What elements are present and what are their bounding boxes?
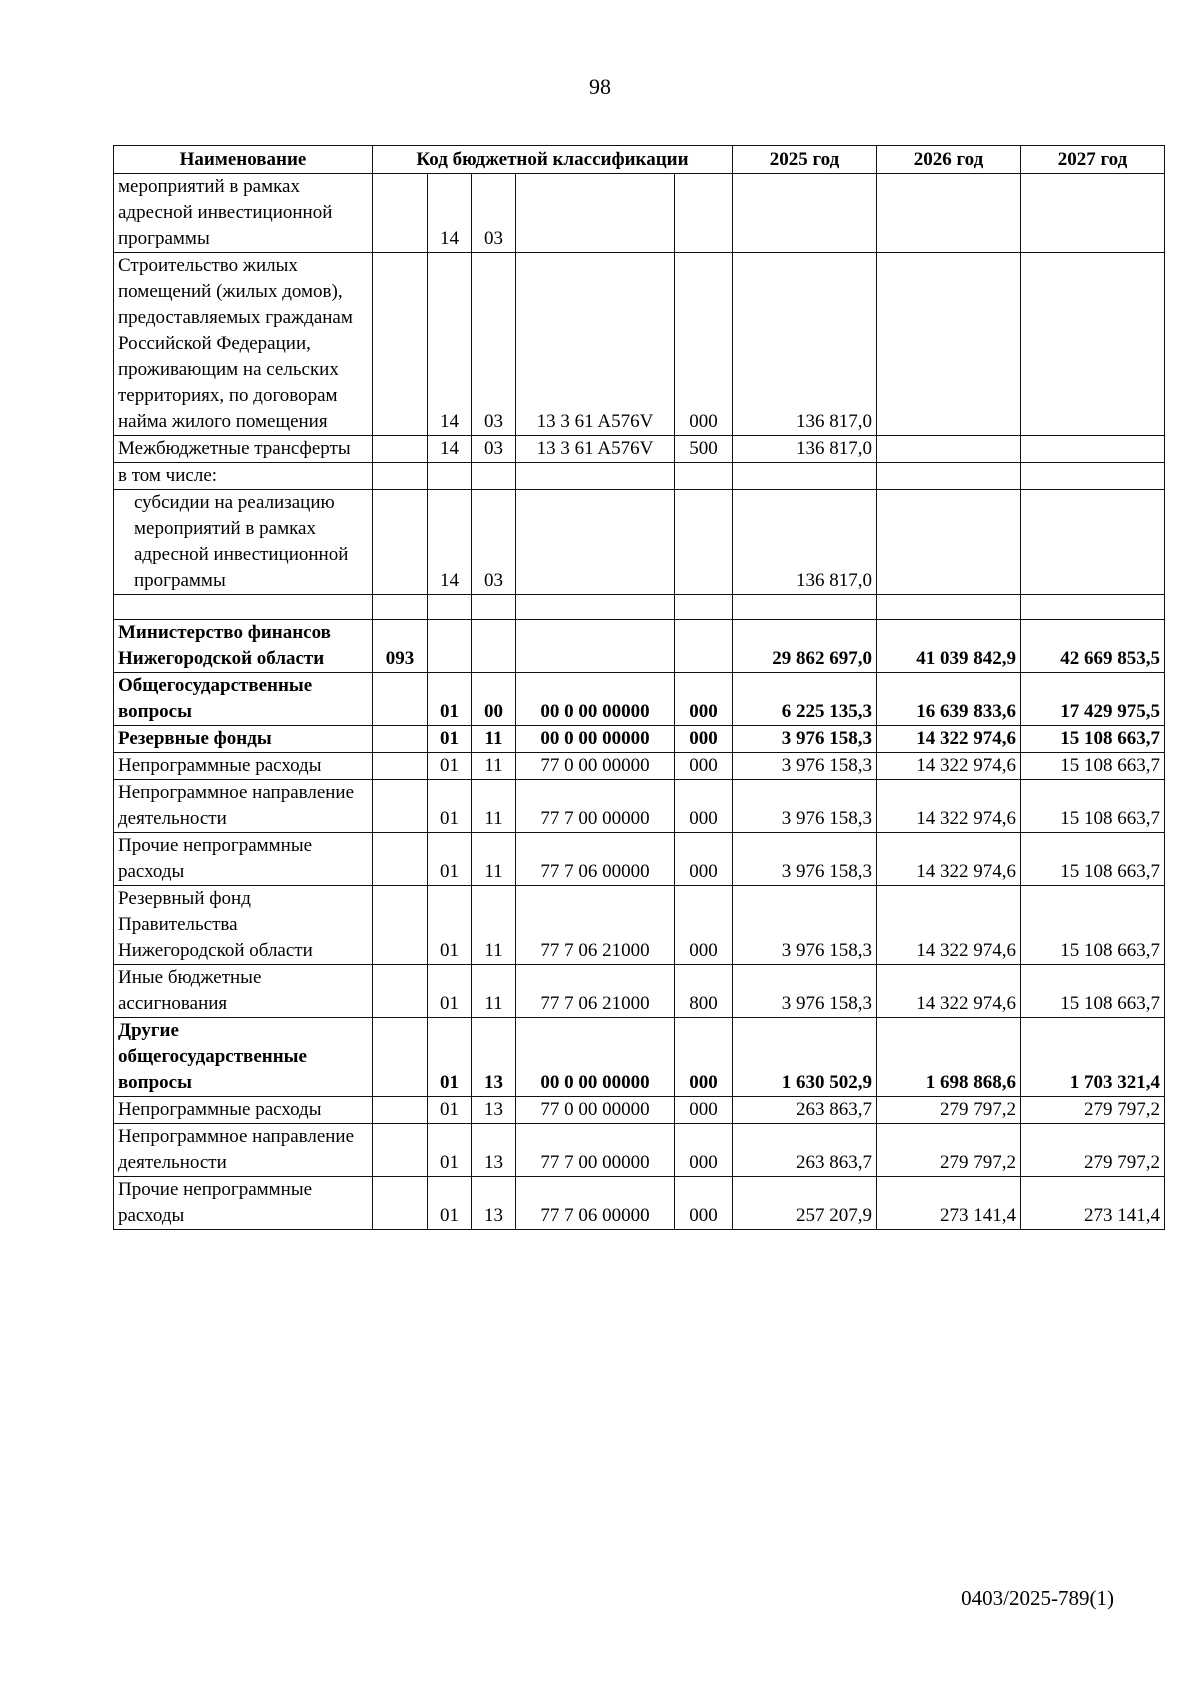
cell-vr <box>675 174 733 253</box>
cell-vr: 000 <box>675 726 733 753</box>
cell-2027: 15 108 663,7 <box>1021 833 1165 886</box>
cell-gr <box>373 1097 428 1124</box>
cell-2025 <box>733 463 877 490</box>
cell-pr: 11 <box>472 780 516 833</box>
cell-2026: 273 141,4 <box>877 1177 1021 1230</box>
cell-rz: 14 <box>428 490 472 595</box>
table-row <box>114 490 1165 595</box>
cell-gr <box>373 174 428 253</box>
cell-csr: 77 7 06 00000 <box>516 1177 675 1230</box>
cell-name: Общегосударственные вопросы <box>114 673 373 726</box>
cell-name: Резервные фонды <box>114 726 373 753</box>
cell-2026: 14 322 974,6 <box>877 753 1021 780</box>
cell-name: Прочие непрограммные расходы <box>114 833 373 886</box>
cell-rz <box>428 595 472 620</box>
cell-vr: 000 <box>675 780 733 833</box>
cell-2025: 3 976 158,3 <box>733 780 877 833</box>
cell-pr <box>472 620 516 673</box>
cell-2026: 41 039 842,9 <box>877 620 1021 673</box>
cell-gr <box>373 726 428 753</box>
cell-vr: 000 <box>675 253 733 436</box>
cell-rz: 01 <box>428 833 472 886</box>
cell-2027 <box>1021 463 1165 490</box>
cell-2025: 136 817,0 <box>733 490 877 595</box>
cell-gr <box>373 253 428 436</box>
cell-csr <box>516 620 675 673</box>
cell-gr <box>373 1018 428 1097</box>
cell-name: Непрограммное направление деятельности <box>114 1124 373 1177</box>
table-row <box>114 833 1165 886</box>
cell-csr: 77 0 00 00000 <box>516 753 675 780</box>
cell-2026: 16 639 833,6 <box>877 673 1021 726</box>
cell-2026 <box>877 463 1021 490</box>
cell-2025: 3 976 158,3 <box>733 726 877 753</box>
cell-2026 <box>877 436 1021 463</box>
budget-table <box>113 145 1165 1230</box>
cell-gr <box>373 673 428 726</box>
cell-name: Прочие непрограммные расходы <box>114 1177 373 1230</box>
cell-vr <box>675 490 733 595</box>
cell-vr: 800 <box>675 965 733 1018</box>
table-row <box>114 753 1165 780</box>
cell-pr: 00 <box>472 673 516 726</box>
cell-name: Непрограммные расходы <box>114 753 373 780</box>
cell-pr: 11 <box>472 726 516 753</box>
cell-rz: 01 <box>428 965 472 1018</box>
cell-2026 <box>877 253 1021 436</box>
cell-gr <box>373 780 428 833</box>
cell-gr <box>373 1177 428 1230</box>
cell-csr: 77 0 00 00000 <box>516 1097 675 1124</box>
table-row <box>114 595 1165 620</box>
cell-2027: 15 108 663,7 <box>1021 726 1165 753</box>
cell-vr <box>675 595 733 620</box>
cell-rz: 01 <box>428 1097 472 1124</box>
cell-pr <box>472 595 516 620</box>
cell-csr <box>516 174 675 253</box>
cell-2027: 279 797,2 <box>1021 1124 1165 1177</box>
cell-vr: 000 <box>675 886 733 965</box>
cell-2026: 279 797,2 <box>877 1124 1021 1177</box>
header-code: Код бюджетной классификации <box>373 146 733 174</box>
table-row <box>114 1177 1165 1230</box>
cell-pr: 13 <box>472 1177 516 1230</box>
cell-2025: 3 976 158,3 <box>733 965 877 1018</box>
table-row <box>114 174 1165 253</box>
cell-2027: 15 108 663,7 <box>1021 965 1165 1018</box>
table-row <box>114 436 1165 463</box>
cell-2026: 14 322 974,6 <box>877 965 1021 1018</box>
cell-gr <box>373 886 428 965</box>
cell-rz: 01 <box>428 1177 472 1230</box>
cell-2027 <box>1021 174 1165 253</box>
cell-pr: 13 <box>472 1097 516 1124</box>
cell-2026: 14 322 974,6 <box>877 780 1021 833</box>
cell-2027: 42 669 853,5 <box>1021 620 1165 673</box>
header-2026: 2026 год <box>877 146 1021 174</box>
cell-2025: 136 817,0 <box>733 253 877 436</box>
cell-name: Межбюджетные трансферты <box>114 436 373 463</box>
cell-name: Другие общегосударственные вопросы <box>114 1018 373 1097</box>
cell-csr: 00 0 00 00000 <box>516 726 675 753</box>
cell-vr: 000 <box>675 1018 733 1097</box>
cell-2025: 257 207,9 <box>733 1177 877 1230</box>
cell-rz: 01 <box>428 673 472 726</box>
cell-2026: 14 322 974,6 <box>877 833 1021 886</box>
cell-csr: 00 0 00 00000 <box>516 673 675 726</box>
cell-gr <box>373 463 428 490</box>
cell-2026: 279 797,2 <box>877 1097 1021 1124</box>
table-row <box>114 1018 1165 1097</box>
cell-2027 <box>1021 490 1165 595</box>
table-row <box>114 253 1165 436</box>
cell-pr: 03 <box>472 436 516 463</box>
cell-2025 <box>733 174 877 253</box>
cell-2027: 17 429 975,5 <box>1021 673 1165 726</box>
cell-vr: 000 <box>675 833 733 886</box>
cell-rz: 14 <box>428 253 472 436</box>
cell-rz: 01 <box>428 1018 472 1097</box>
cell-rz: 01 <box>428 753 472 780</box>
cell-csr: 77 7 00 00000 <box>516 1124 675 1177</box>
cell-2025: 136 817,0 <box>733 436 877 463</box>
cell-2025: 263 863,7 <box>733 1124 877 1177</box>
cell-pr: 11 <box>472 886 516 965</box>
cell-csr: 13 3 61 A576V <box>516 436 675 463</box>
cell-vr: 500 <box>675 436 733 463</box>
cell-name: в том числе: <box>114 463 373 490</box>
cell-rz: 01 <box>428 886 472 965</box>
cell-2025: 1 630 502,9 <box>733 1018 877 1097</box>
cell-name: Непрограммные расходы <box>114 1097 373 1124</box>
table-row <box>114 886 1165 965</box>
header-name: Наименование <box>114 146 373 174</box>
cell-2025: 29 862 697,0 <box>733 620 877 673</box>
cell-gr <box>373 595 428 620</box>
cell-csr <box>516 490 675 595</box>
cell-rz: 01 <box>428 780 472 833</box>
cell-2025: 3 976 158,3 <box>733 753 877 780</box>
cell-name: субсидии на реализацию мероприятий в рамках адресной инвестиционной программы <box>114 490 373 595</box>
cell-pr: 11 <box>472 753 516 780</box>
cell-2026: 1 698 868,6 <box>877 1018 1021 1097</box>
cell-2026 <box>877 595 1021 620</box>
cell-rz: 01 <box>428 1124 472 1177</box>
cell-name <box>114 595 373 620</box>
cell-2027: 273 141,4 <box>1021 1177 1165 1230</box>
cell-2027: 279 797,2 <box>1021 1097 1165 1124</box>
cell-2025: 3 976 158,3 <box>733 833 877 886</box>
cell-rz: 14 <box>428 436 472 463</box>
table-row <box>114 780 1165 833</box>
cell-name: Иные бюджетные ассигнования <box>114 965 373 1018</box>
header-2027: 2027 год <box>1021 146 1165 174</box>
header-2025: 2025 год <box>733 146 877 174</box>
cell-2025: 263 863,7 <box>733 1097 877 1124</box>
cell-vr: 000 <box>675 1097 733 1124</box>
cell-2027 <box>1021 253 1165 436</box>
cell-rz: 01 <box>428 726 472 753</box>
cell-csr: 77 7 06 21000 <box>516 886 675 965</box>
cell-2027: 15 108 663,7 <box>1021 886 1165 965</box>
cell-pr: 11 <box>472 965 516 1018</box>
cell-2027: 1 703 321,4 <box>1021 1018 1165 1097</box>
cell-gr <box>373 490 428 595</box>
cell-2026 <box>877 490 1021 595</box>
document-id: 0403/2025-789(1) <box>961 1586 1114 1610</box>
page-number: 98 <box>589 74 611 99</box>
table-row <box>114 1124 1165 1177</box>
cell-gr <box>373 753 428 780</box>
cell-gr: 093 <box>373 620 428 673</box>
cell-csr: 00 0 00 00000 <box>516 1018 675 1097</box>
cell-name: мероприятий в рамках адресной инвестиционной программы <box>114 174 373 253</box>
cell-csr: 13 3 61 A576V <box>516 253 675 436</box>
cell-csr <box>516 595 675 620</box>
cell-2027: 15 108 663,7 <box>1021 753 1165 780</box>
cell-2026: 14 322 974,6 <box>877 726 1021 753</box>
cell-vr <box>675 620 733 673</box>
cell-rz <box>428 463 472 490</box>
table-row <box>114 620 1165 673</box>
cell-pr: 03 <box>472 174 516 253</box>
cell-csr: 77 7 00 00000 <box>516 780 675 833</box>
cell-name: Министерство финансов Нижегородской области <box>114 620 373 673</box>
table-row <box>114 1097 1165 1124</box>
cell-name: Строительство жилых помещений (жилых домов), предоставляемых гражданам Российской Федерации, проживающим на сельских территориях, по договорам найма жилого помещения <box>114 253 373 436</box>
cell-name: Непрограммное направление деятельности <box>114 780 373 833</box>
cell-pr <box>472 463 516 490</box>
cell-pr: 13 <box>472 1124 516 1177</box>
cell-pr: 03 <box>472 253 516 436</box>
cell-2025 <box>733 595 877 620</box>
cell-2025: 6 225 135,3 <box>733 673 877 726</box>
table-body <box>114 174 1165 1230</box>
cell-csr: 77 7 06 21000 <box>516 965 675 1018</box>
cell-gr <box>373 965 428 1018</box>
cell-name: Резервный фонд Правительства Нижегородской области <box>114 886 373 965</box>
cell-pr: 03 <box>472 490 516 595</box>
table-row <box>114 673 1165 726</box>
cell-rz <box>428 620 472 673</box>
cell-gr <box>373 1124 428 1177</box>
table-row <box>114 965 1165 1018</box>
cell-2026: 14 322 974,6 <box>877 886 1021 965</box>
table-row <box>114 726 1165 753</box>
cell-2026 <box>877 174 1021 253</box>
cell-gr <box>373 436 428 463</box>
cell-csr: 77 7 06 00000 <box>516 833 675 886</box>
cell-pr: 11 <box>472 833 516 886</box>
cell-2027 <box>1021 595 1165 620</box>
cell-2027 <box>1021 436 1165 463</box>
cell-vr: 000 <box>675 1177 733 1230</box>
cell-rz: 14 <box>428 174 472 253</box>
cell-vr: 000 <box>675 673 733 726</box>
cell-vr: 000 <box>675 753 733 780</box>
cell-vr: 000 <box>675 1124 733 1177</box>
cell-2025: 3 976 158,3 <box>733 886 877 965</box>
cell-gr <box>373 833 428 886</box>
table-row <box>114 463 1165 490</box>
cell-pr: 13 <box>472 1018 516 1097</box>
cell-csr <box>516 463 675 490</box>
cell-vr <box>675 463 733 490</box>
table-header-row <box>114 146 1165 174</box>
cell-2027: 15 108 663,7 <box>1021 780 1165 833</box>
